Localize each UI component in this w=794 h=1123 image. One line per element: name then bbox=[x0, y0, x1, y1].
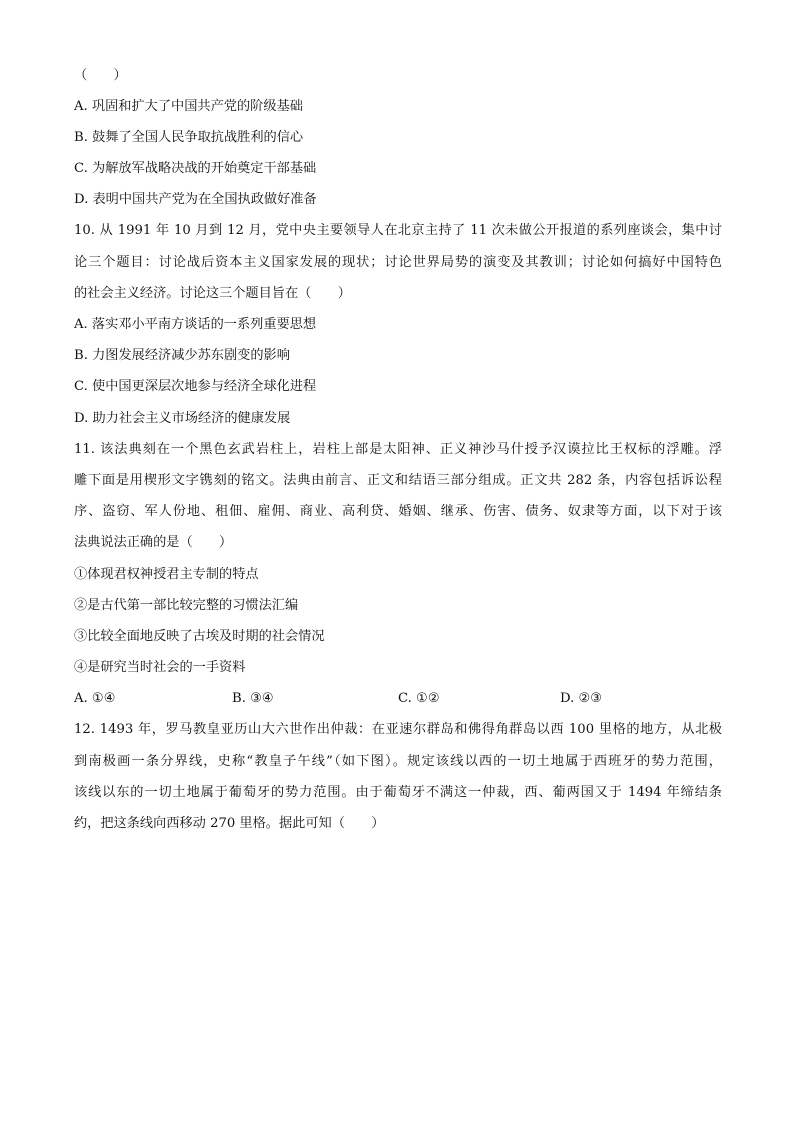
q10-stem-line-3: 的社会主义经济。讨论这三个题目旨在（ ） bbox=[74, 286, 351, 301]
q10-option-a: A. 落实邓小平南方谈话的一系列重要思想 bbox=[74, 317, 317, 332]
q12-stem-line-3: 该线以东的一切土地属于葡萄牙的势力范围。由于葡萄牙不满这一仲裁，西、葡两国又于 1494 年缔结条 bbox=[74, 785, 722, 800]
q9-stem-tail: （ ） bbox=[74, 68, 127, 83]
q11-option-b: B. ③④ bbox=[232, 691, 274, 706]
q11-option-a: A. ①④ bbox=[74, 691, 116, 706]
q10-option-d: D. 助力社会主义市场经济的健康发展 bbox=[74, 411, 291, 426]
q11-options-row bbox=[74, 690, 722, 708]
q12-stem-line-2: 到南极画一条分界线，史称“教皇子午线”（如下图）。规定该线以西的一切土地属于西班牙的势力范围， bbox=[74, 754, 722, 769]
q9-option-a: A. 巩固和扩大了中国共产党的阶级基础 bbox=[74, 99, 303, 114]
q11-stem-line-4: 法典说法正确的是（ ） bbox=[74, 535, 233, 550]
q12-stem-line-4: 约，把这条线向西移动 270 里格。据此可知（ ） bbox=[74, 816, 385, 831]
q10-option-c: C. 使中国更深层次地参与经济全球化进程 bbox=[74, 379, 317, 394]
q11-stem-line-2: 雕下面是用楔形文字镌刻的铭文。法典由前言、正文和结语三部分组成。正文共 282 条，内容包括诉讼程 bbox=[74, 473, 722, 488]
q9-option-b: B. 鼓舞了全国人民争取抗战胜利的信心 bbox=[74, 130, 304, 145]
q11-stem-line-1: 11. 该法典刻在一个黑色玄武岩柱上，岩柱上部是太阳神、正义神沙马什授予汉谟拉比王权标的浮雕。浮 bbox=[74, 442, 722, 457]
q11-statement-2: ②是古代第一部比较完整的习惯法汇编 bbox=[74, 598, 299, 613]
q11-option-c: C. ①② bbox=[398, 691, 440, 706]
q10-stem-line-1: 10. 从 1991 年 10 月到 12 月，党中央主要领导人在北京主持了 11 次未做公开报道的系列座谈会，集中讨 bbox=[74, 223, 722, 238]
q10-stem-line-2: 论三个题目：讨论战后资本主义国家发展的现状；讨论世界局势的演变及其教训；讨论如何搞好中国特色 bbox=[74, 255, 722, 270]
q11-option-d: D. ②③ bbox=[560, 691, 603, 706]
q11-statement-4: ④是研究当时社会的一手资料 bbox=[74, 660, 246, 675]
q9-option-d: D. 表明中国共产党为在全国执政做好准备 bbox=[74, 192, 317, 207]
q12-stem-line-1: 12. 1493 年，罗马教皇亚历山大六世作出仲裁：在亚速尔群岛和佛得角群岛以西 100 里格的地方，从北极 bbox=[74, 722, 722, 737]
q11-statement-3: ③比较全面地反映了古埃及时期的社会情况 bbox=[74, 629, 325, 644]
q11-statement-1: ①体现君权神授君主专制的特点 bbox=[74, 567, 259, 582]
q9-option-c: C. 为解放军战略决战的开始奠定干部基础 bbox=[74, 161, 317, 176]
q11-stem-line-3: 序、盗窃、军人份地、租佃、雇佣、商业、高利贷、婚姻、继承、伤害、债务、奴隶等方面，以下对于该 bbox=[74, 504, 722, 519]
q10-option-b: B. 力图发展经济减少苏东剧变的影响 bbox=[74, 348, 290, 363]
